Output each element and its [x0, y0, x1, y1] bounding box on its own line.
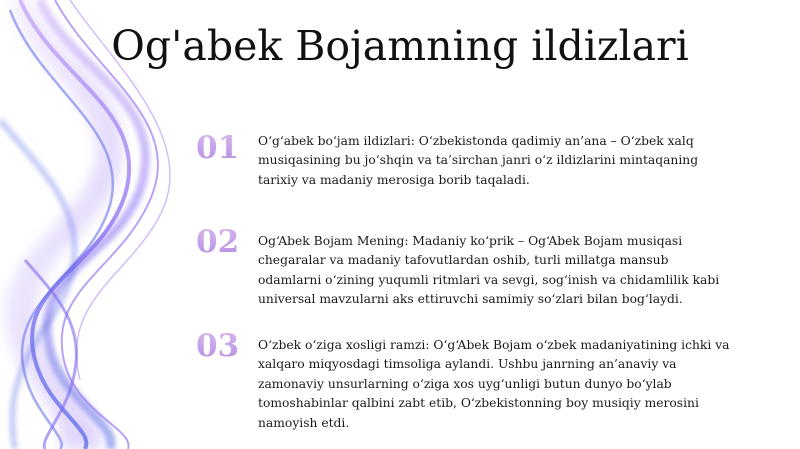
item-text: O‘zbek o‘ziga xosligi ramzi: O‘g‘Abek Bojam o‘zbek madaniyatining ichki va xalqaro miqyosdagi timsoliga aylandi. Ushbu janrning an’anaviy va zamonaviy unsurlarning o‘ziga xos uyg‘unligi butun dunyo bo‘ylab tomoshabinlar qalbini zabt etib, O‘zbekistonning boy musiqiy merosini namoyish etdi. — [258, 338, 730, 430]
item-text: O‘g‘abek bo‘jam ildizlari: O‘zbekistonda qadimiy an’ana – O‘zbek xalq musiqasining bu jo‘shqin va ta’sirchan janri o‘z ildizlarini mintaqaning tarixiy va madaniy merosiga borib taqaladi. — [258, 134, 699, 187]
slide-title: Og'abek Bojamning ildizlari — [111, 22, 689, 70]
item-number: 02 — [196, 224, 252, 260]
item-number: 03 — [196, 328, 252, 364]
item-number: 01 — [196, 130, 252, 166]
item-text: Og‘Abek Bojam Mening: Madaniy ko‘prik – Og‘Abek Bojam musiqasi chegaralar va madaniy tafovutlardan oshib, turli millatga mansub odamlarni o‘zining yuqumli ritmlari va sevgi, sog‘inish va chidamlilik kabi universal mavzularni aks ettiruvchi samimiy so‘zlari bilan bog‘laydi. — [258, 234, 720, 307]
